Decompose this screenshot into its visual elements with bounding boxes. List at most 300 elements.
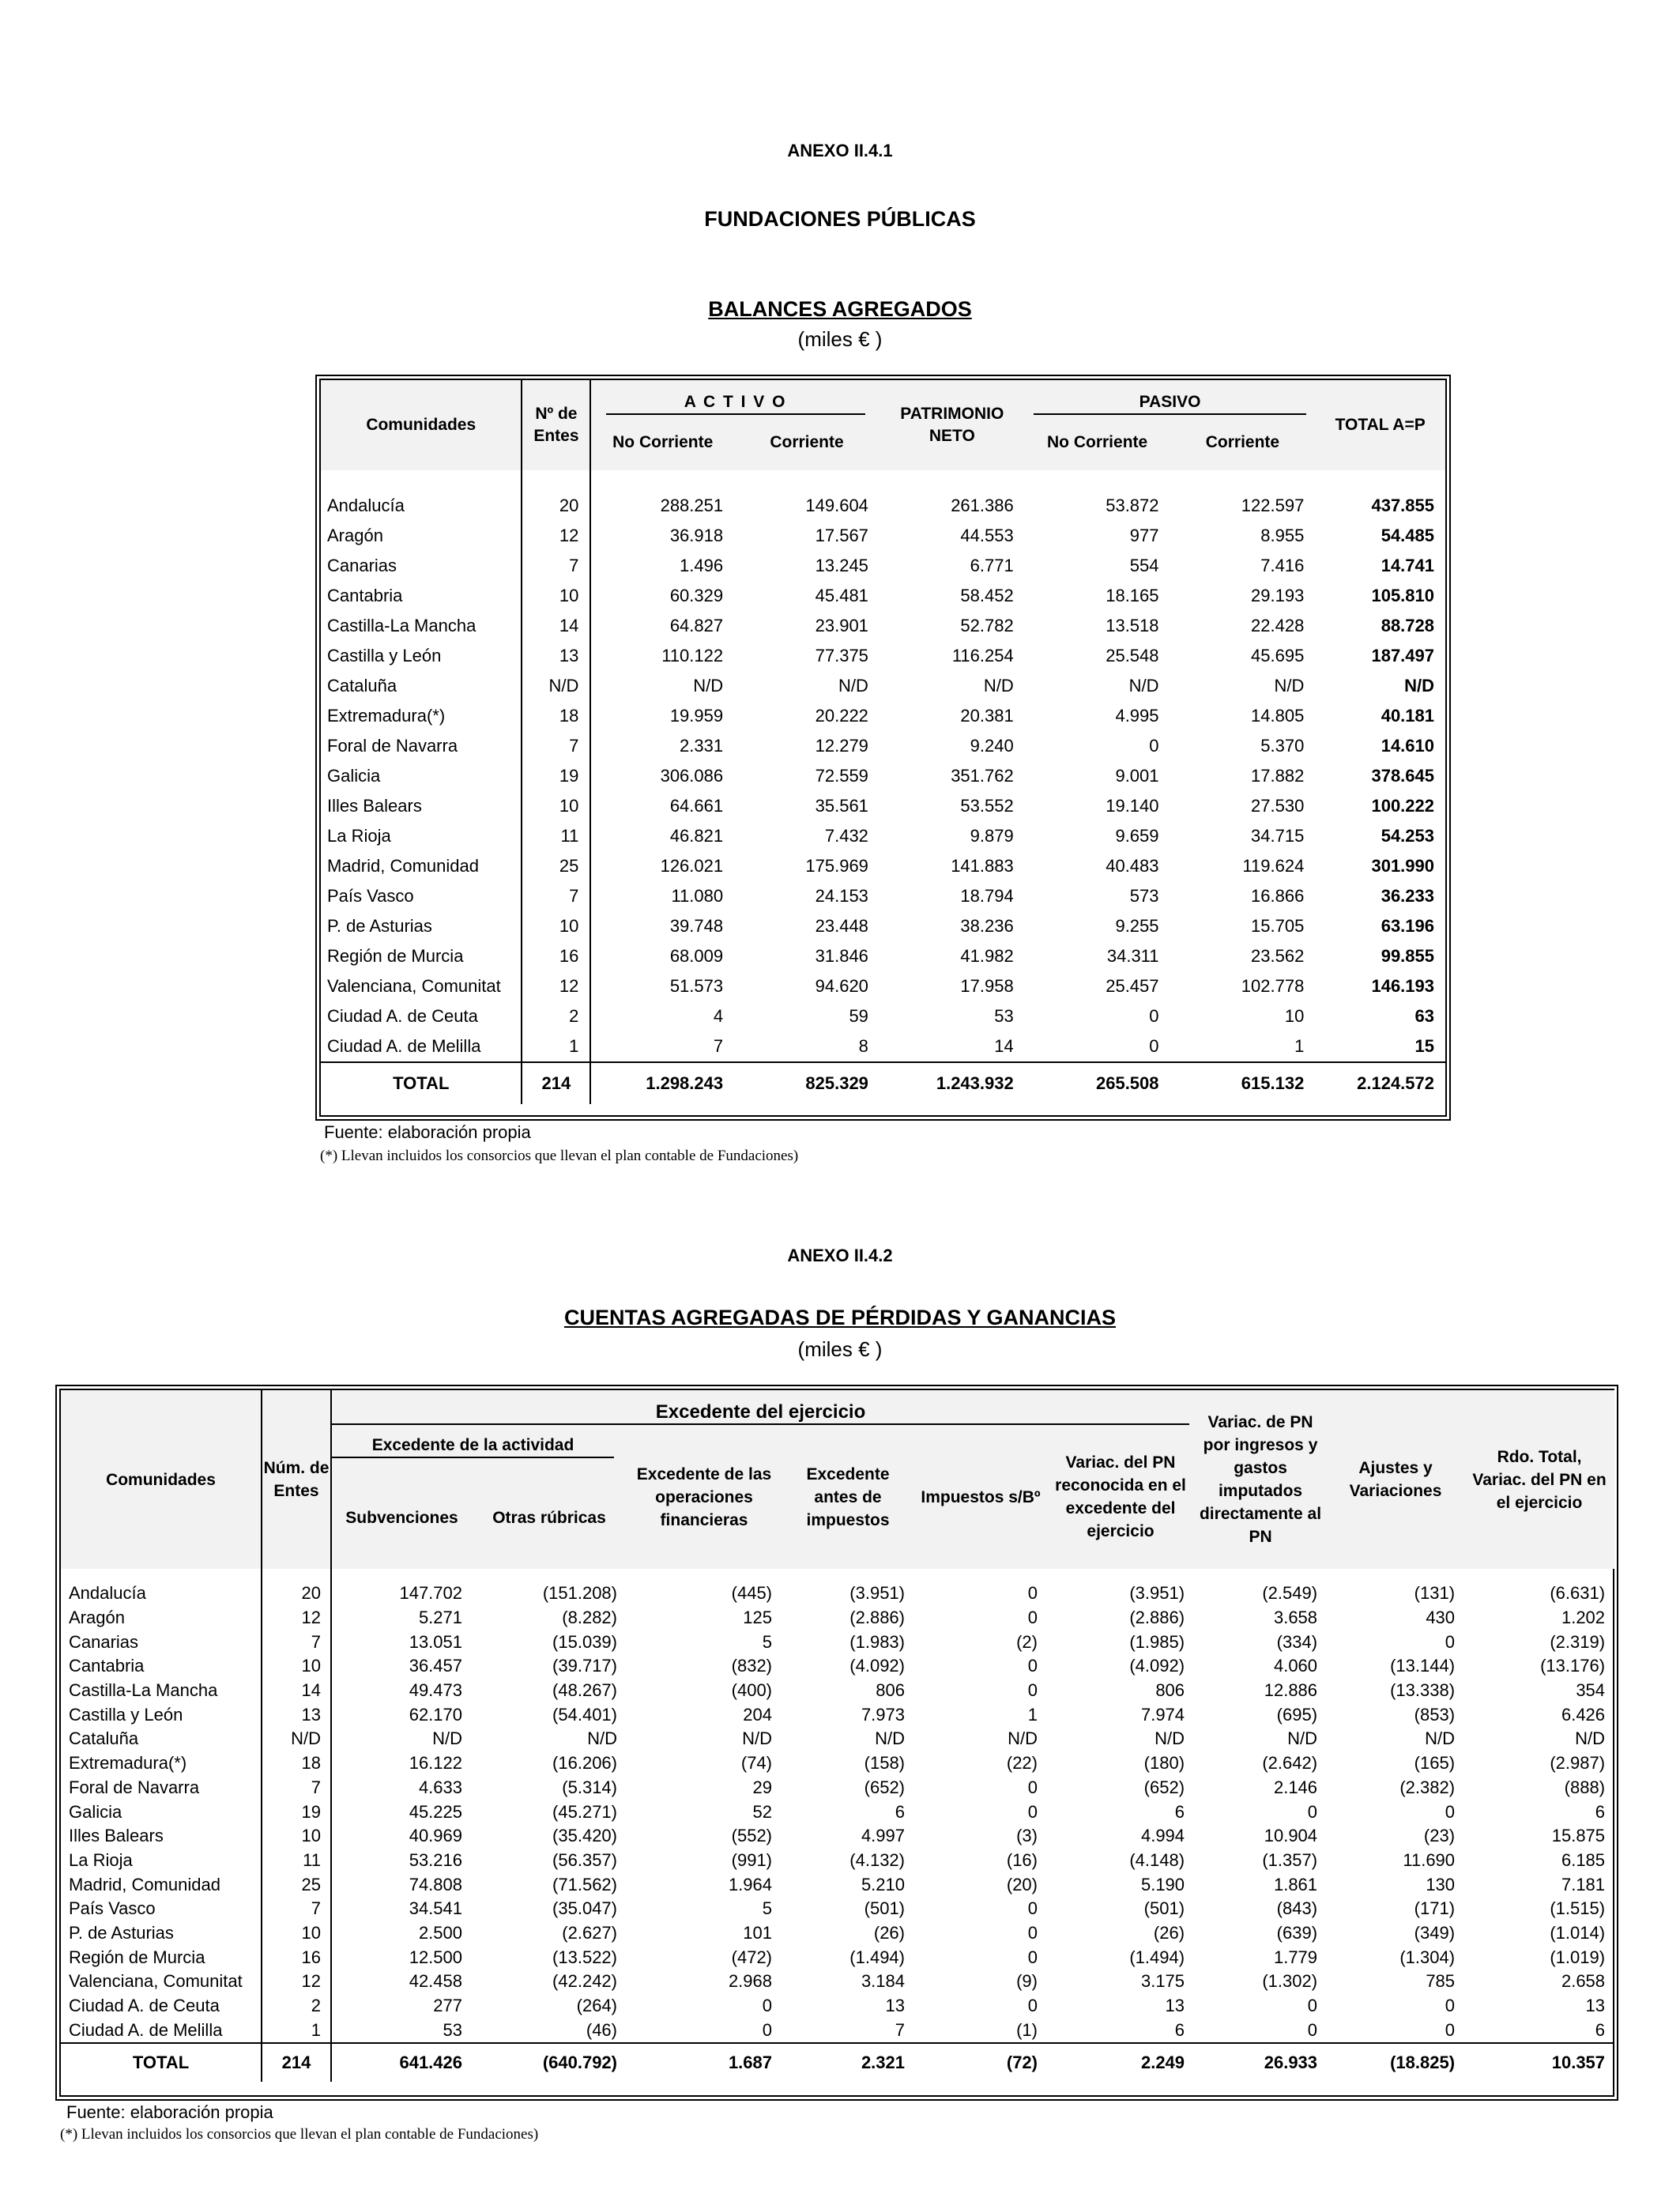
col2-subvenciones: Subvenciones	[331, 1466, 472, 1569]
total-value: 641.426	[331, 2043, 472, 2082]
row-value: 39.748	[590, 911, 734, 941]
row-value: (56.357)	[552, 1849, 617, 1870]
row-value: 34.715	[1251, 826, 1305, 846]
row-name: La Rioja	[69, 1849, 133, 1870]
row-value: (1.494)	[849, 1947, 905, 1967]
row-value: 1.861	[1273, 1874, 1318, 1894]
row-value: 62.170	[331, 1702, 472, 1727]
row-value: N/D	[331, 1727, 472, 1751]
row-name: Valenciana, Comunitat	[69, 1971, 243, 1992]
annex2-code: ANEXO II.4.2	[787, 1246, 893, 1265]
row-value: 101	[743, 1922, 772, 1943]
table-row	[321, 551, 1445, 581]
table-row	[321, 731, 1445, 761]
row-value: 13.518	[1106, 616, 1159, 635]
row-value: (9)	[1016, 1971, 1038, 1992]
row-value: 40.483	[1106, 856, 1159, 876]
row-name: Extremadura(*)	[327, 706, 446, 726]
row-name: Canarias	[327, 556, 397, 575]
row-value: (1.515)	[1550, 1898, 1606, 1919]
row-name: Cataluña	[69, 1728, 139, 1749]
table-row	[61, 1994, 1614, 2019]
row-name: Ciudad A. de Ceuta	[327, 1006, 478, 1026]
row-value: (472)	[731, 1947, 772, 1967]
row-value: 0	[1149, 1006, 1159, 1026]
table-row	[321, 611, 1445, 641]
row-entes: 25	[262, 1872, 331, 1897]
row-value: 14.741	[1381, 556, 1434, 575]
row-name: País Vasco	[327, 886, 414, 906]
row-value: 14	[994, 1036, 1014, 1056]
row-value: (1.983)	[849, 1631, 905, 1652]
table-row	[321, 911, 1445, 941]
header-activo: A C T I V O	[590, 380, 880, 415]
row-entes: 13	[522, 641, 590, 671]
row-value: 60.329	[590, 581, 734, 611]
row-name: Región de Murcia	[69, 1947, 205, 1967]
row-value: 19.140	[1106, 796, 1159, 816]
row-value: 261.386	[951, 496, 1014, 515]
row-value: 52	[752, 1801, 772, 1822]
row-value: (2.549)	[1262, 1583, 1318, 1604]
row-value: 977	[1129, 526, 1159, 545]
table-row	[61, 1921, 1614, 1946]
total-value: 2.124.572	[1315, 1062, 1445, 1104]
row-value: 0	[1445, 1631, 1456, 1652]
row-entes: 1	[262, 2018, 331, 2043]
total-value: 1.298.243	[590, 1062, 734, 1104]
row-value: 31.846	[815, 946, 868, 966]
row-value: 105.810	[1371, 586, 1434, 605]
row-entes: 10	[522, 581, 590, 611]
row-entes: 16	[522, 941, 590, 971]
row-value: 15.705	[1251, 916, 1305, 936]
row-value: 23.562	[1251, 946, 1305, 966]
col-pas-corriente: Corriente	[1170, 415, 1316, 470]
row-value: (652)	[1143, 1777, 1185, 1797]
row-value: (35.420)	[552, 1826, 617, 1846]
row-value: 125	[743, 1608, 772, 1628]
col2-comunidades: Comunidades	[61, 1390, 262, 1569]
table-row	[61, 1654, 1614, 1679]
col-comunidades: Comunidades	[321, 380, 522, 470]
row-value: 13.051	[331, 1630, 472, 1654]
row-value: (171)	[1414, 1898, 1456, 1919]
row-value: N/D	[1575, 1728, 1606, 1749]
row-value: 0	[1027, 1801, 1038, 1822]
row-value: (13.338)	[1390, 1680, 1456, 1701]
table-row	[321, 1001, 1445, 1031]
row-name: Cataluña	[327, 676, 397, 696]
row-value: 1.779	[1273, 1947, 1318, 1967]
row-value: 7	[895, 2019, 905, 2040]
row-value: 17.567	[815, 526, 868, 545]
row-value: N/D	[875, 1728, 905, 1749]
table-row	[61, 1679, 1614, 1703]
row-value: 119.624	[1242, 856, 1305, 876]
row-value: 22.428	[1251, 616, 1305, 635]
row-value: (552)	[731, 1826, 772, 1846]
row-value: 1.496	[590, 551, 734, 581]
row-value: (2.319)	[1550, 1631, 1606, 1652]
row-value: (48.267)	[552, 1680, 617, 1701]
total-value: 1.687	[627, 2043, 782, 2082]
row-name: Canarias	[69, 1631, 139, 1652]
row-entes: N/D	[522, 671, 590, 701]
row-value: 58.452	[960, 586, 1014, 605]
row-value: (1.304)	[1399, 1947, 1456, 1967]
row-value: (46)	[586, 2019, 617, 2040]
row-value: 12.886	[1264, 1680, 1318, 1701]
total-value: 2.321	[782, 2043, 914, 2082]
row-value: 378.645	[1371, 766, 1434, 786]
row-value: (6.631)	[1550, 1583, 1606, 1604]
row-value: 7.432	[824, 826, 868, 846]
row-name: Ciudad A. de Melilla	[69, 2019, 223, 2040]
row-value: 53	[331, 2018, 472, 2043]
row-value: N/D	[742, 1728, 772, 1749]
row-name: Andalucía	[327, 496, 405, 515]
row-value: 68.009	[590, 941, 734, 971]
col2-impuestos: Impuestos s/Bº	[914, 1425, 1047, 1569]
row-value: 5	[762, 1898, 772, 1919]
row-value: (13.176)	[1540, 1656, 1606, 1676]
row-value: 40.969	[331, 1824, 472, 1849]
row-value: 122.597	[1241, 496, 1305, 515]
row-value: 10	[1284, 1006, 1305, 1026]
row-value: 7.416	[1260, 556, 1305, 575]
header-pasivo: PASIVO	[1025, 380, 1316, 415]
row-name: Foral de Navarra	[69, 1777, 200, 1797]
row-value: (652)	[864, 1777, 905, 1797]
total-value: 265.508	[1025, 1062, 1170, 1104]
row-entes: 20	[522, 491, 590, 521]
row-value: 46.821	[590, 821, 734, 851]
row-value: 301.990	[1371, 856, 1434, 876]
row-value: 14.610	[1381, 736, 1434, 756]
row-value: 0	[762, 2019, 772, 2040]
total-value: (640.792)	[472, 2043, 627, 2082]
col2-entes: Núm. de Entes	[262, 1390, 331, 1569]
row-value: 2.658	[1561, 1971, 1606, 1992]
row-value: (22)	[1006, 1753, 1038, 1774]
row-value: (991)	[731, 1849, 772, 1870]
row-value: 130	[1426, 1874, 1456, 1894]
row-value: 18.794	[960, 886, 1014, 906]
row-value: 13	[885, 1996, 905, 2016]
annex1-source: Fuente: elaboración propia	[324, 1122, 531, 1142]
header-excedente-actividad: Excedente de la actividad	[331, 1425, 627, 1466]
row-value: 36.918	[590, 521, 734, 551]
row-entes: 7	[262, 1776, 331, 1800]
row-name: Illes Balears	[69, 1826, 164, 1846]
col2-variac-pn-ingresos: Variac. de PN por ingresos y gastos imputados directamente al PN	[1194, 1390, 1327, 1569]
row-entes: 7	[522, 731, 590, 761]
row-value: (1.494)	[1129, 1947, 1185, 1967]
row-value: 116.254	[951, 646, 1014, 665]
col2-rdo-total: Rdo. Total, Variac. del PN en el ejercicio	[1464, 1390, 1614, 1569]
row-value: 45.225	[331, 1800, 472, 1824]
row-value: 20.381	[960, 706, 1014, 726]
row-value: 53.552	[960, 796, 1014, 816]
pyg-table-frame	[55, 1385, 1618, 2101]
row-value: 54.253	[1381, 826, 1434, 846]
row-value: (2.642)	[1262, 1753, 1318, 1774]
row-value: 146.193	[1371, 976, 1434, 996]
row-value: 17.882	[1251, 766, 1305, 786]
row-entes: 19	[522, 761, 590, 791]
row-value: (888)	[1564, 1777, 1606, 1797]
row-value: N/D	[1425, 1728, 1456, 1749]
row-value: 77.375	[815, 646, 868, 665]
row-value: 34.541	[331, 1897, 472, 1921]
row-entes: 13	[262, 1702, 331, 1727]
table-row	[321, 971, 1445, 1001]
row-value: 94.620	[815, 976, 868, 996]
row-value: 53.872	[1106, 496, 1159, 515]
row-value: 16.866	[1251, 886, 1305, 906]
col-patrimonio: PATRIMONIO NETO	[880, 380, 1025, 470]
total-entes: 214	[522, 1062, 590, 1104]
row-entes: 11	[522, 821, 590, 851]
row-value: (45.271)	[552, 1801, 617, 1822]
row-value: N/D	[587, 1728, 617, 1749]
row-name: Galicia	[327, 766, 381, 786]
row-value: 12.279	[815, 736, 868, 756]
row-value: 20.222	[815, 706, 868, 726]
row-name: Cantabria	[327, 586, 403, 605]
table-row	[321, 581, 1445, 611]
row-value: 9.240	[970, 736, 1014, 756]
pyg-table-header	[61, 1390, 1614, 1569]
row-value: 5.370	[1260, 736, 1305, 756]
table-row	[321, 791, 1445, 821]
row-value: (1.357)	[1262, 1849, 1318, 1870]
total-label: TOTAL	[61, 2043, 262, 2082]
row-value: (4.132)	[849, 1849, 905, 1870]
row-value: 0	[1027, 1680, 1038, 1701]
annex1-footnote: (*) Llevan incluidos los consorcios que llevan el plan contable de Fundaciones)	[320, 1148, 799, 1164]
annex1-units: (miles € )	[797, 327, 883, 351]
row-value: 6.771	[970, 556, 1014, 575]
row-value: 3.175	[1140, 1971, 1185, 1992]
row-name: Ciudad A. de Ceuta	[69, 1996, 220, 2016]
row-value: (843)	[1276, 1898, 1318, 1919]
row-value: N/D	[1128, 676, 1159, 696]
table-row	[321, 491, 1445, 521]
row-value: 6	[1174, 2019, 1185, 2040]
total-label: TOTAL	[321, 1062, 522, 1104]
row-value: 2.146	[1273, 1777, 1318, 1797]
row-value: 5.190	[1140, 1874, 1185, 1894]
row-value: 149.604	[805, 496, 868, 515]
row-value: 4.994	[1140, 1826, 1185, 1846]
row-value: (2.987)	[1550, 1753, 1606, 1774]
row-value: 554	[1129, 556, 1159, 575]
row-value: 5.210	[861, 1874, 905, 1894]
row-value: 15.875	[1551, 1826, 1606, 1846]
row-name: Castilla-La Mancha	[69, 1680, 218, 1701]
row-entes: 10	[262, 1824, 331, 1849]
col-entes: Nº de Entes	[522, 380, 590, 470]
table-row	[61, 1776, 1614, 1800]
row-value: 4.997	[861, 1826, 905, 1846]
row-value: 16.122	[331, 1751, 472, 1776]
row-value: N/D	[1404, 676, 1434, 696]
row-value: 6	[895, 1801, 905, 1822]
row-value: 13	[1585, 1996, 1606, 2016]
row-value: 25.457	[1106, 976, 1159, 996]
row-value: 24.153	[815, 886, 868, 906]
row-value: 13	[1165, 1996, 1185, 2016]
row-value: 288.251	[590, 491, 734, 521]
row-name: P. de Asturias	[327, 916, 432, 936]
row-name: Cantabria	[69, 1656, 145, 1676]
balance-table	[321, 380, 1445, 1104]
row-value: (42.242)	[552, 1971, 617, 1992]
row-value: 806	[1155, 1680, 1185, 1701]
row-value: 1	[1027, 1704, 1038, 1725]
row-value: 0	[1027, 1656, 1038, 1676]
total-row	[61, 2043, 1614, 2082]
row-value: (26)	[873, 1922, 905, 1943]
row-value: (180)	[1143, 1753, 1185, 1774]
row-value: 175.969	[805, 856, 868, 876]
row-entes: 20	[262, 1581, 331, 1606]
row-entes: 10	[262, 1921, 331, 1946]
row-value: 277	[331, 1994, 472, 2019]
row-value: (2.627)	[562, 1922, 617, 1943]
table-row	[61, 1824, 1614, 1849]
row-entes: 12	[522, 521, 590, 551]
row-value: 2.500	[331, 1921, 472, 1946]
row-value: 141.883	[951, 856, 1014, 876]
row-value: 10.904	[1264, 1826, 1318, 1846]
row-value: 573	[1129, 886, 1159, 906]
row-value: 11.080	[590, 881, 734, 911]
row-value: 6.426	[1561, 1704, 1606, 1725]
row-value: 785	[1426, 1971, 1456, 1992]
row-value: 52.782	[960, 616, 1014, 635]
row-value: (3.951)	[1129, 1583, 1185, 1604]
table-row	[61, 1727, 1614, 1751]
row-value: 29	[752, 1777, 772, 1797]
row-value: 6.185	[1561, 1849, 1606, 1870]
col-pas-no-corriente: No Corriente	[1025, 415, 1170, 470]
annex1-section: FUNDACIONES PÚBLICAS	[704, 207, 976, 231]
row-name: Illes Balears	[327, 796, 422, 816]
row-name: Extremadura(*)	[69, 1753, 187, 1774]
row-name: Madrid, Comunidad	[69, 1874, 220, 1894]
row-value: (334)	[1276, 1631, 1318, 1652]
row-value: (5.314)	[562, 1777, 617, 1797]
row-value: 8	[858, 1036, 868, 1056]
annex1-title: BALANCES AGREGADOS	[708, 297, 972, 321]
table-row	[321, 521, 1445, 551]
row-value: 0	[1027, 1898, 1038, 1919]
row-value: (16)	[1006, 1849, 1038, 1870]
row-value: 100.222	[1371, 796, 1434, 816]
table-row	[61, 1751, 1614, 1776]
row-entes: 7	[262, 1897, 331, 1921]
row-value: N/D	[590, 671, 734, 701]
row-value: 0	[1149, 1036, 1159, 1056]
row-value: (4.148)	[1129, 1849, 1185, 1870]
row-value: 2.968	[728, 1971, 772, 1992]
row-name: Ciudad A. de Melilla	[327, 1036, 481, 1056]
row-value: 4	[590, 1001, 734, 1031]
col2-op-financieras: Excedente de las operaciones financieras	[627, 1425, 782, 1569]
row-value: 63	[1414, 1006, 1434, 1026]
table-row	[61, 1606, 1614, 1630]
row-value: 4.060	[1273, 1656, 1318, 1676]
row-value: 0	[1445, 1996, 1456, 2016]
row-name: Andalucía	[69, 1583, 146, 1604]
row-value: (165)	[1414, 1753, 1456, 1774]
table-row	[321, 881, 1445, 911]
table-row	[321, 821, 1445, 851]
spacer-row	[321, 470, 1445, 491]
table-row	[321, 671, 1445, 701]
row-value: (2)	[1016, 1631, 1038, 1652]
annex2-units: (miles € )	[797, 1337, 883, 1361]
row-value: 64.661	[590, 791, 734, 821]
total-value: 26.933	[1194, 2043, 1327, 2082]
row-value: (349)	[1414, 1922, 1456, 1943]
row-value: 53.216	[331, 1849, 472, 1873]
col2-variac-pn: Variac. del PN reconocida en el excedente del ejercicio	[1047, 1425, 1194, 1569]
row-value: 45.481	[815, 586, 868, 605]
row-value: 9.659	[1115, 826, 1159, 846]
table-row	[321, 761, 1445, 791]
row-value: 9.001	[1115, 766, 1159, 786]
row-value: 27.530	[1251, 796, 1305, 816]
row-value: (2.886)	[1129, 1608, 1185, 1628]
pyg-table	[61, 1390, 1614, 2082]
row-value: 3.658	[1273, 1608, 1318, 1628]
row-value: 23.901	[815, 616, 868, 635]
row-value: 351.762	[951, 766, 1014, 786]
annex2-footnote: (*) Llevan incluidos los consorcios que llevan el plan contable de Fundaciones)	[60, 2126, 539, 2143]
row-value: (39.717)	[552, 1656, 617, 1676]
col-total: TOTAL A=P	[1315, 380, 1445, 470]
table-row	[61, 1800, 1614, 1824]
table-row	[321, 641, 1445, 671]
row-value: N/D	[1008, 1728, 1038, 1749]
row-entes: 14	[522, 611, 590, 641]
row-value: 64.827	[590, 611, 734, 641]
row-value: 806	[876, 1680, 905, 1701]
row-value: (1)	[1016, 2019, 1038, 2040]
row-value: 4.995	[1115, 706, 1159, 726]
table-row	[61, 1970, 1614, 1994]
row-value: 6	[1595, 1801, 1606, 1822]
row-entes: 2	[262, 1994, 331, 2019]
row-value: (1.019)	[1550, 1947, 1606, 1967]
table-row	[61, 1581, 1614, 1606]
row-value: (13.144)	[1390, 1656, 1456, 1676]
row-value: (501)	[864, 1898, 905, 1919]
row-value: 0	[1027, 1996, 1038, 2016]
row-value: 72.559	[815, 766, 868, 786]
row-value: (15.039)	[552, 1631, 617, 1652]
row-value: 1	[1294, 1036, 1305, 1056]
row-value: 5	[762, 1631, 772, 1652]
row-name: Madrid, Comunidad	[327, 856, 479, 876]
row-entes: 10	[522, 791, 590, 821]
row-value: N/D	[838, 676, 868, 696]
row-value: 38.236	[960, 916, 1014, 936]
